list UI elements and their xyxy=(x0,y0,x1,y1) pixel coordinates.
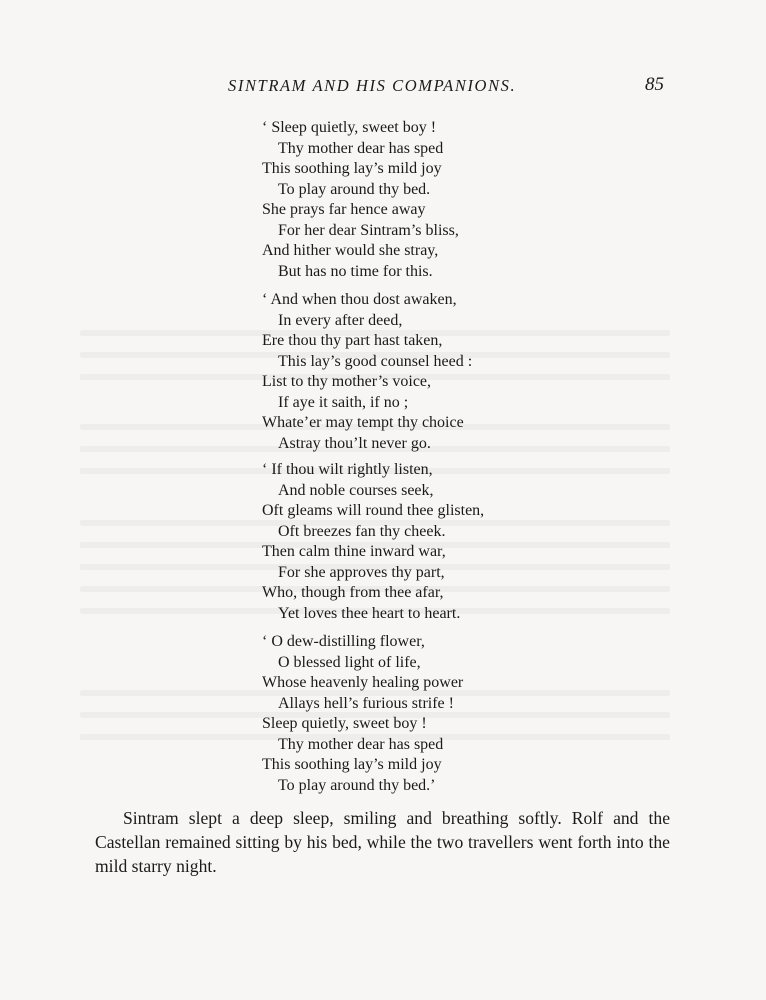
stanza-4 xyxy=(262,632,463,796)
poem-line: She prays far hence away xyxy=(262,201,426,218)
poem-line: ‘ O dew-distilling flower, xyxy=(262,633,425,650)
poem-line: And noble courses seek, xyxy=(278,481,434,499)
poem-line: This soothing lay’s mild joy xyxy=(262,756,442,773)
poem-line: To play around thy bed.’ xyxy=(278,776,436,794)
poem-line: Whate’er may tempt thy choice xyxy=(262,414,464,431)
poem-line: ‘ If thou wilt rightly listen, xyxy=(262,461,433,478)
poem-line: Oft gleams will round thee glisten, xyxy=(262,502,485,519)
poem-line: Astray thou’lt never go. xyxy=(278,434,431,452)
poem-line: And hither would she stray, xyxy=(262,242,439,259)
poem-line: If aye it saith, if no ; xyxy=(278,393,409,411)
poem-line: Yet loves thee heart to heart. xyxy=(278,604,461,622)
poem-line: For her dear Sintram’s bliss, xyxy=(278,221,459,239)
poem-line: In every after deed, xyxy=(278,311,403,329)
poem-line: List to thy mother’s voice, xyxy=(262,373,432,390)
page-number: 85 xyxy=(645,74,664,95)
poem-line: O blessed light of life, xyxy=(278,653,421,671)
poem-line: ‘ Sleep quietly, sweet boy ! xyxy=(262,119,437,136)
poem-line: Sleep quietly, sweet boy ! xyxy=(262,715,427,732)
poem-line: Oft breezes fan thy cheek. xyxy=(278,522,446,540)
poem-line: Then calm thine inward war, xyxy=(262,543,446,560)
prose-paragraph: Sintram slept a deep sleep, smiling and breathing softly. Rolf and the Castellan remained sitting by his bed, while the two travellers went forth into the mild starry night. xyxy=(95,808,670,876)
poem-line: Allays hell’s furious strife ! xyxy=(278,694,454,712)
poem-line: To play around thy bed. xyxy=(278,180,431,198)
poem-line: But has no time for this. xyxy=(278,262,433,280)
running-title: SINTRAM AND HIS COMPANIONS. xyxy=(228,76,517,95)
poem-line: This lay’s good counsel heed : xyxy=(278,352,473,370)
poem-line: This soothing lay’s mild joy xyxy=(262,160,442,177)
poem-line: For she approves thy part, xyxy=(278,563,445,581)
stanza-2 xyxy=(262,290,472,454)
poem-line: Thy mother dear has sped xyxy=(278,139,444,157)
poem-line: Who, though from thee afar, xyxy=(262,584,444,601)
poem-line: ‘ And when thou dost awaken, xyxy=(262,291,457,308)
stanza-1 xyxy=(262,118,459,282)
stanza-3 xyxy=(262,460,484,624)
poem-line: Ere thou thy part hast taken, xyxy=(262,332,443,349)
poem-line: Thy mother dear has sped xyxy=(278,735,444,753)
poem-line: Whose heavenly healing power xyxy=(262,674,464,691)
